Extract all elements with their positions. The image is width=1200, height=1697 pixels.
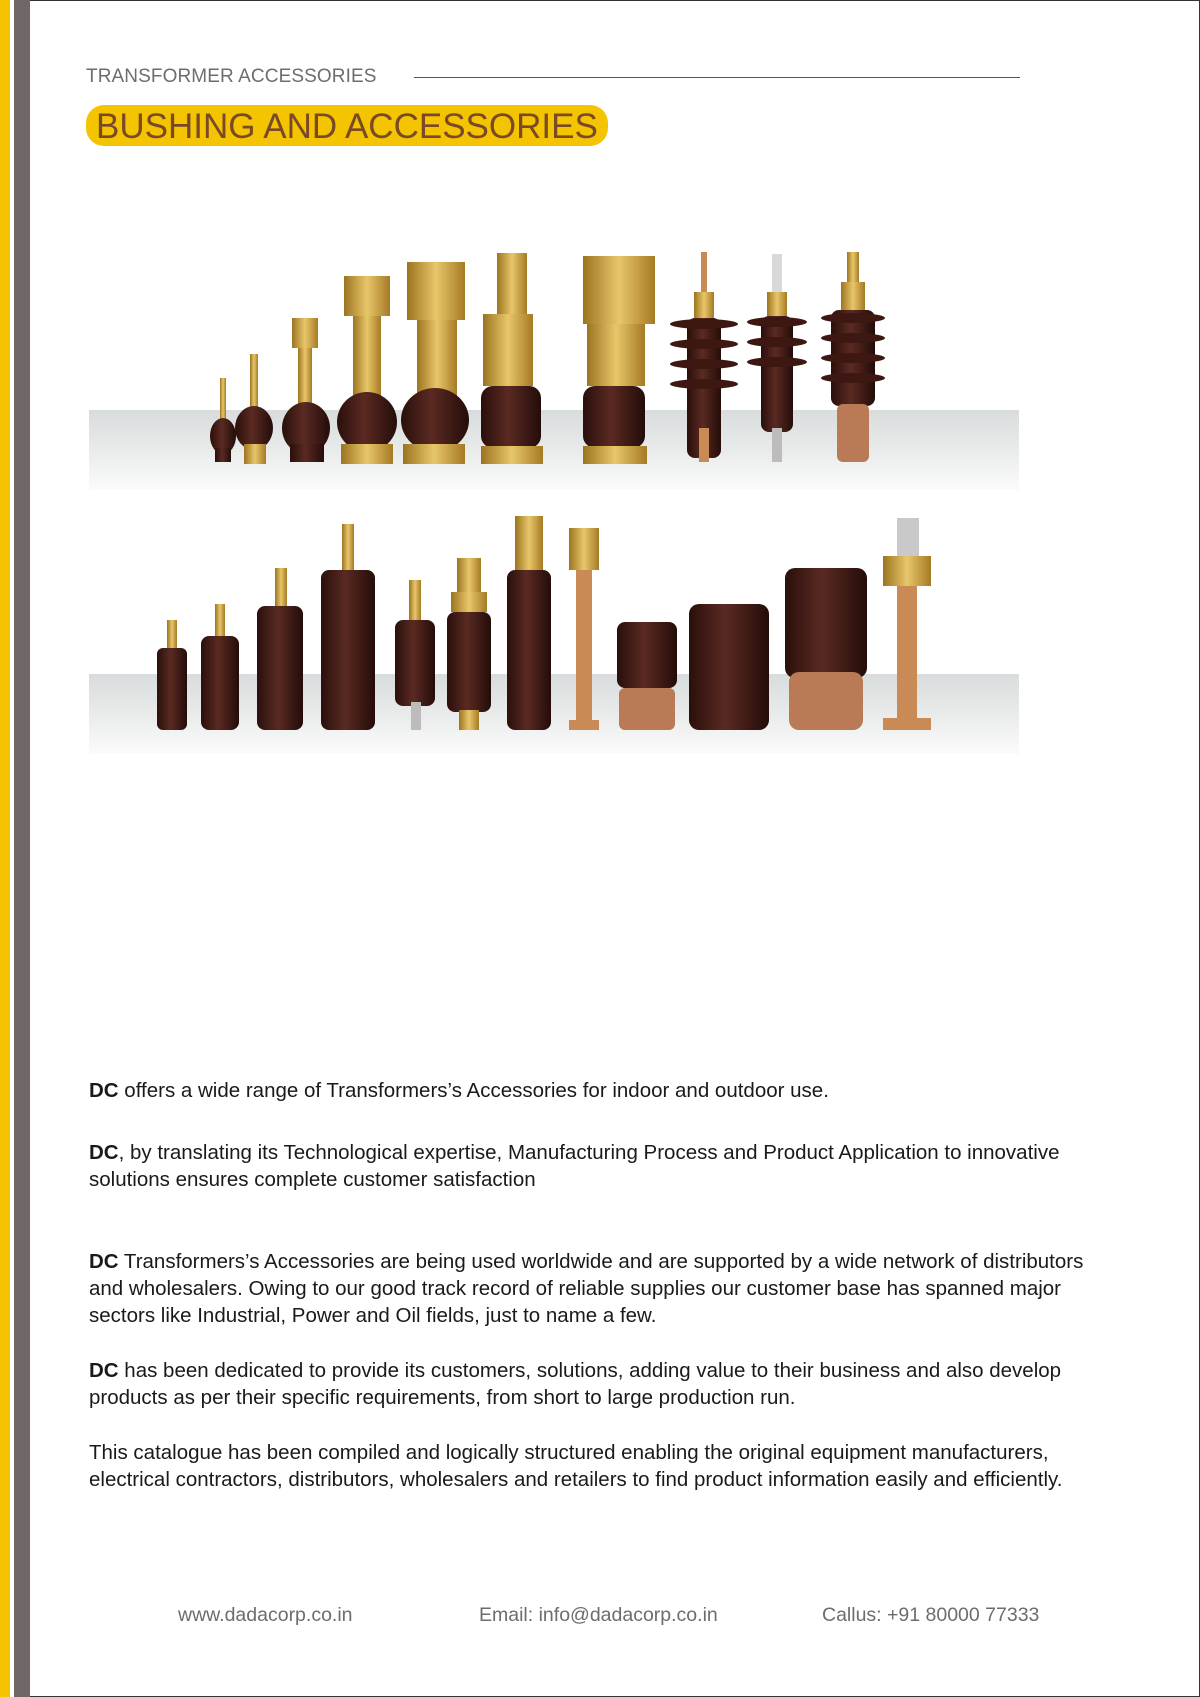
footer-website-link[interactable]: www.dadacorp.co.in xyxy=(178,1604,353,1626)
footer-email-link[interactable]: Email: info@dadacorp.co.in xyxy=(479,1604,718,1626)
bushing-photo-row-1 xyxy=(89,248,1019,490)
left-yellow-stripe xyxy=(0,0,10,1697)
paragraph-text: This catalogue has been compiled and logically structured enabling the original equipment manufacturers, electrical contractors, distributors, wholesalers and retailers to find product information easily and efficiently. xyxy=(89,1441,1063,1491)
paragraph-1 xyxy=(89,1077,1099,1104)
paragraph-5 xyxy=(89,1439,1099,1493)
bushing-photo-row-2 xyxy=(89,512,1019,754)
paragraph-4 xyxy=(89,1357,1099,1411)
paragraph-text: has been dedicated to provide its customers, solutions, adding value to their business and also develop products as per their specific requirements, from short to large production run. xyxy=(89,1359,1062,1409)
page-title: BUSHING AND ACCESSORIES xyxy=(86,105,608,146)
brand-dc: DC xyxy=(89,1079,119,1102)
paragraph-2 xyxy=(89,1139,1099,1193)
paragraph-text: , by translating its Technological expertise, Manufacturing Process and Product Application to innovative solutions ensures complete customer satisfaction xyxy=(89,1141,1060,1191)
brand-dc: DC xyxy=(89,1250,119,1273)
header-rule xyxy=(414,77,1020,78)
paragraph-text: offers a wide range of Transformers’s Accessories for indoor and outdoor use. xyxy=(118,1079,829,1102)
section-label: TRANSFORMER ACCESSORIES xyxy=(86,66,377,87)
footer-phone: Callus: +91 80000 77333 xyxy=(822,1604,1040,1626)
left-grey-stripe xyxy=(14,0,30,1697)
paragraph-text: Transformers’s Accessories are being used worldwide and are supported by a wide network of distributors and wholesalers. Owing to our good track record of reliable supplies our customer base has spanned major sectors like Industrial, Power and Oil fields, just to name a few. xyxy=(89,1250,1084,1327)
paragraph-3 xyxy=(89,1248,1099,1329)
brand-dc: DC xyxy=(89,1141,119,1164)
brand-dc: DC xyxy=(89,1359,119,1382)
